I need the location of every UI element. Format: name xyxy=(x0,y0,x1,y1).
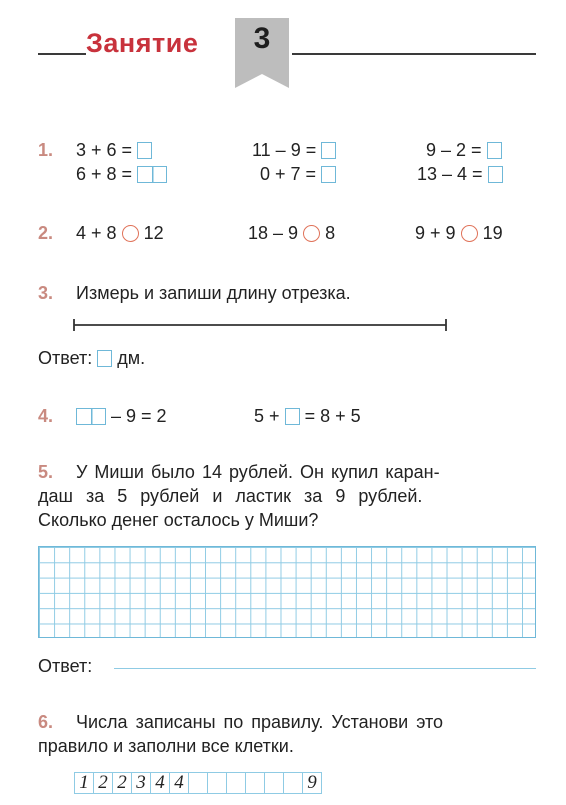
task-6-line-1: Числа записаны по правилу. Установи это xyxy=(76,712,444,732)
number-cell[interactable] xyxy=(283,772,303,794)
number-cell[interactable]: 4 xyxy=(169,772,189,794)
number-cell[interactable] xyxy=(226,772,246,794)
number-cell[interactable]: 1 xyxy=(74,772,94,794)
task-5-answer-label: Ответ: xyxy=(38,656,93,676)
compare-circle[interactable] xyxy=(303,225,320,242)
number-cells xyxy=(75,772,322,792)
answer-box[interactable] xyxy=(97,350,112,367)
task-1-row2-col1: 6 + 8 = xyxy=(76,164,167,185)
answer-box[interactable] xyxy=(487,142,502,159)
task-2-number: 2. xyxy=(38,223,54,243)
answer-line[interactable] xyxy=(114,668,536,669)
task-1-row2-col3: 13 – 4 = xyxy=(417,164,503,185)
number-cell[interactable] xyxy=(264,772,284,794)
task-3-number: 3. xyxy=(38,283,54,303)
task-1-row2-col2: 0 + 7 = xyxy=(260,164,336,185)
answer-box[interactable] xyxy=(137,142,152,159)
answer-box-double[interactable] xyxy=(137,166,167,183)
number-cell[interactable]: 4 xyxy=(150,772,170,794)
task-2-compare-2: 18 – 9 8 xyxy=(248,223,336,243)
header-rule-left xyxy=(38,53,86,55)
answer-box[interactable] xyxy=(285,408,300,425)
task-1-row1-col1: 3 + 6 = xyxy=(76,140,152,161)
number-cell[interactable] xyxy=(188,772,208,794)
answer-box-double[interactable] xyxy=(76,408,106,425)
task-1-row1-col2: 11 – 9 = xyxy=(252,140,336,161)
number-cell[interactable]: 9 xyxy=(302,772,322,794)
task-5-line-2: даш за 5 рублей и ластик за 9 рублей. xyxy=(38,486,423,506)
task-4-equation-2: 5 + = 8 + 5 xyxy=(254,406,361,426)
page-title: Занятие xyxy=(86,28,199,58)
header-rule-right xyxy=(292,53,536,55)
task-1-row1-col3: 9 – 2 = xyxy=(426,140,502,161)
task-6-number: 6. xyxy=(38,712,54,732)
task-6-line-2: правило и заполни все клетки. xyxy=(38,736,294,756)
number-cell[interactable]: 2 xyxy=(93,772,113,794)
number-cell[interactable] xyxy=(207,772,227,794)
task-3-answer: Ответ: дм. xyxy=(38,348,146,368)
segment-line xyxy=(72,318,450,332)
compare-circle[interactable] xyxy=(461,225,478,242)
number-cell[interactable] xyxy=(245,772,265,794)
solution-grid[interactable] xyxy=(38,546,536,638)
task-5-line-3: Сколько денег осталось у Миши? xyxy=(38,510,319,530)
task-2-compare-1: 4 + 8 12 xyxy=(76,223,164,243)
task-2-compare-3: 9 + 9 19 xyxy=(415,223,503,243)
answer-box[interactable] xyxy=(321,166,336,183)
task-1-number: 1. xyxy=(38,140,54,160)
number-cell[interactable]: 3 xyxy=(131,772,151,794)
task-4-equation-1: – 9 = 2 xyxy=(76,406,167,427)
number-cell[interactable]: 2 xyxy=(112,772,132,794)
task-3-text: Измерь и запиши длину отрезка. xyxy=(76,283,351,303)
compare-circle[interactable] xyxy=(122,225,139,242)
lesson-number: 3 xyxy=(253,22,271,55)
answer-box[interactable] xyxy=(321,142,336,159)
task-5-number: 5. xyxy=(38,462,54,482)
task-5-line-1: У Миши было 14 рублей. Он купил каран- xyxy=(76,462,440,482)
task-4-number: 4. xyxy=(38,406,54,426)
answer-box[interactable] xyxy=(488,166,503,183)
